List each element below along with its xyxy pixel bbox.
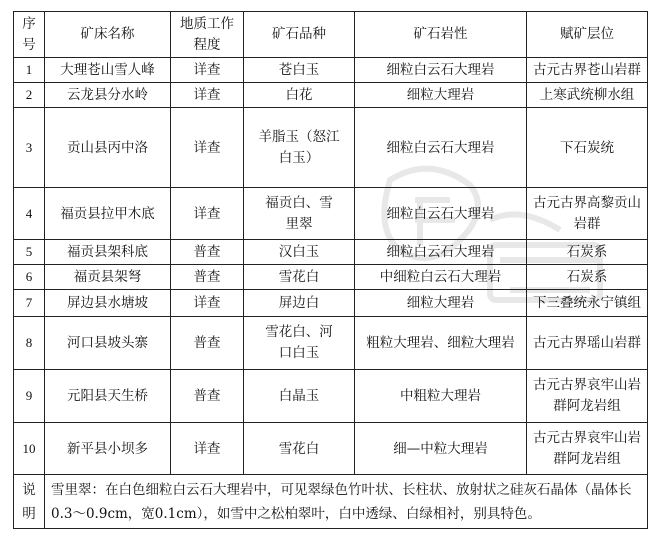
cell-level: 详查 (171, 290, 244, 317)
cell-no: 10 (14, 423, 45, 475)
cell-level: 普查 (171, 317, 244, 370)
cell-rock: 细粒白云石大理岩 (355, 108, 527, 188)
header-variety: 矿石品种 (244, 12, 355, 58)
note-row (14, 475, 648, 529)
cell-variety: 福贡白、雪里翠 (244, 188, 355, 240)
cell-stratum: 古元古界瑶山岩群 (527, 317, 648, 370)
table-row (14, 370, 648, 423)
cell-no: 8 (14, 317, 45, 370)
cell-no: 9 (14, 370, 45, 423)
cell-name: 福贡县拉甲木底 (45, 188, 171, 240)
cell-variety: 苍白玉 (244, 58, 355, 83)
cell-variety: 汉白玉 (244, 240, 355, 265)
cell-rock: 细粒大理岩 (355, 83, 527, 108)
header-level: 地质工作程度 (171, 12, 244, 58)
table-row (14, 108, 648, 188)
cell-stratum: 上寒武统柳水组 (527, 83, 648, 108)
cell-variety: 雪花白 (244, 423, 355, 475)
cell-rock: 细粒白云石大理岩 (355, 58, 527, 83)
header-name: 矿床名称 (45, 12, 171, 58)
cell-level: 普查 (171, 240, 244, 265)
cell-variety: 羊脂玉（怒江白玉） (244, 108, 355, 188)
cell-stratum: 古元古界高黎贡山岩群 (527, 188, 648, 240)
table-row (14, 83, 648, 108)
cell-name: 云龙县分水岭 (45, 83, 171, 108)
cell-variety: 白花 (244, 83, 355, 108)
cell-no: 1 (14, 58, 45, 83)
cell-name: 福贡县架科底 (45, 240, 171, 265)
note-text: 雪里翠：在白色细粒白云石大理岩中，可见翠绿色竹叶状、长柱状、放射状之硅灰石晶体（晶体长0.3～0.9cm，宽0.1cm），如雪中之松柏翠叶，白中透绿、白绿相衬，别具特色。 (45, 475, 648, 529)
header-seq: 序号 (14, 12, 45, 58)
cell-rock: 细粒白云石大理岩 (355, 188, 527, 240)
cell-variety: 屏边白 (244, 290, 355, 317)
cell-name: 大理苍山雪人峰 (45, 58, 171, 83)
cell-rock: 粗粒大理岩、细粒大理岩 (355, 317, 527, 370)
cell-name: 新平县小坝多 (45, 423, 171, 475)
cell-no: 3 (14, 108, 45, 188)
cell-stratum: 古元古界哀牢山岩群阿龙岩组 (527, 423, 648, 475)
header-rock: 矿石岩性 (355, 12, 527, 58)
cell-rock: 中细粒白云石大理岩 (355, 265, 527, 290)
table-row (14, 188, 648, 240)
table-row (14, 423, 648, 475)
cell-name: 贡山县丙中洛 (45, 108, 171, 188)
cell-rock: 细粒大理岩 (355, 290, 527, 317)
cell-level: 普查 (171, 370, 244, 423)
header-row (14, 12, 648, 58)
cell-name: 屏边县水塘坡 (45, 290, 171, 317)
cell-stratum: 下石炭统 (527, 108, 648, 188)
header-stratum: 赋矿层位 (527, 12, 648, 58)
cell-level: 普查 (171, 265, 244, 290)
cell-name: 福贡县架弩 (45, 265, 171, 290)
cell-level: 详查 (171, 58, 244, 83)
cell-no: 5 (14, 240, 45, 265)
cell-rock: 细—中粒大理岩 (355, 423, 527, 475)
cell-no: 2 (14, 83, 45, 108)
cell-name: 河口县坡头寨 (45, 317, 171, 370)
cell-no: 4 (14, 188, 45, 240)
table-row (14, 290, 648, 317)
cell-stratum: 古元古界哀牢山岩群阿龙岩组 (527, 370, 648, 423)
table-row (14, 317, 648, 370)
cell-level: 详查 (171, 423, 244, 475)
cell-stratum: 石炭系 (527, 240, 648, 265)
cell-variety: 白晶玉 (244, 370, 355, 423)
cell-no: 7 (14, 290, 45, 317)
mine-table (13, 11, 648, 529)
cell-stratum: 古元古界苍山岩群 (527, 58, 648, 83)
cell-level: 详查 (171, 108, 244, 188)
cell-level: 详查 (171, 188, 244, 240)
cell-stratum: 石炭系 (527, 265, 648, 290)
table-row (14, 58, 648, 83)
cell-rock: 中粗粒大理岩 (355, 370, 527, 423)
cell-variety: 雪花白 (244, 265, 355, 290)
cell-level: 详查 (171, 83, 244, 108)
cell-variety: 雪花白、河口白玉 (244, 317, 355, 370)
cell-stratum: 下三叠统永宁镇组 (527, 290, 648, 317)
cell-rock: 细粒白云石大理岩 (355, 240, 527, 265)
table-row (14, 240, 648, 265)
cell-name: 元阳县天生桥 (45, 370, 171, 423)
table-row (14, 265, 648, 290)
cell-no: 6 (14, 265, 45, 290)
note-label: 说明 (14, 475, 45, 529)
